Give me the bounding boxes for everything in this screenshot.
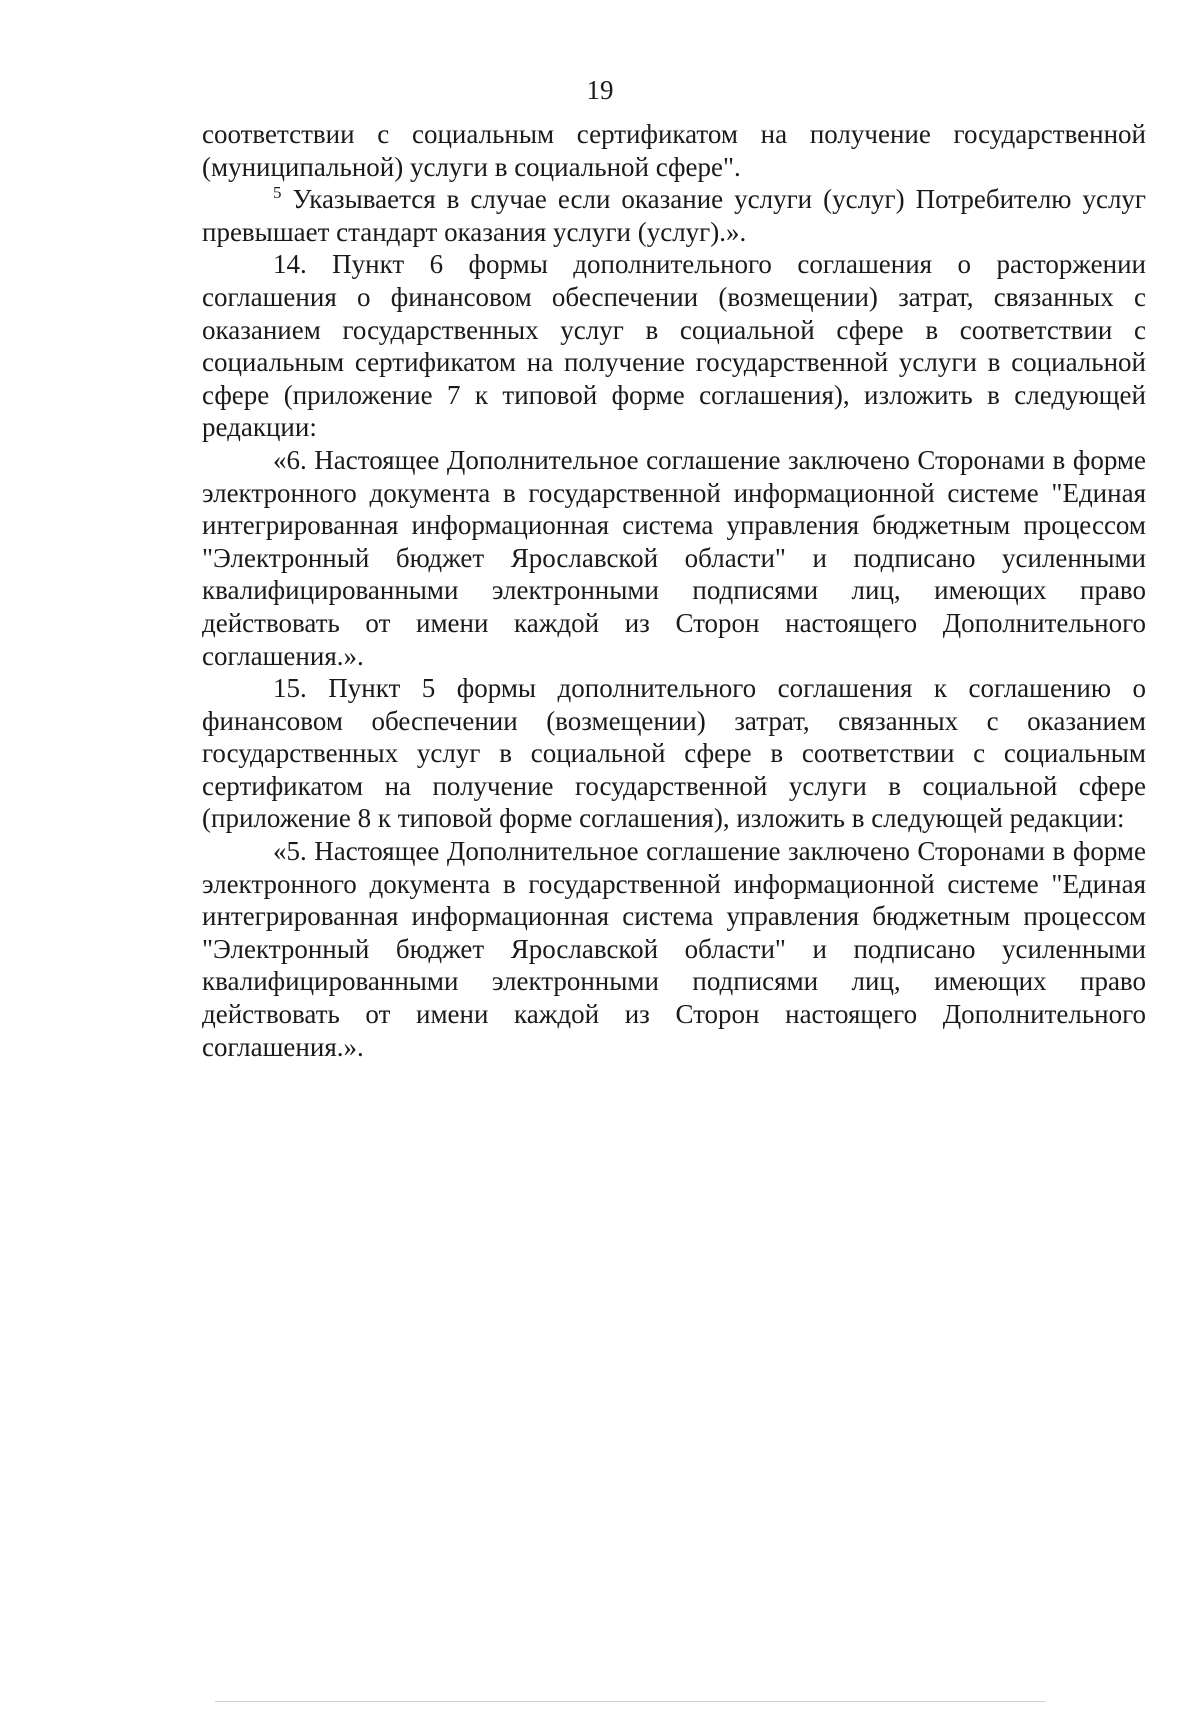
paragraph-quote-5	[202, 835, 1146, 1063]
paragraph-item-15	[202, 672, 1146, 835]
paragraph-text: «5. Настоящее Дополнительное соглашение заключено Сторонами в форме электронного документа в государственной информационной системе "Единая интегрированная информационная система управления бюджетным процессом "Электронный бюджет Ярославской области" и подписано усиленными квалифицированными электронными подписями лиц, имеющих право действовать от имени каждой из Сторон настоящего Дополнительного соглашения.».	[202, 836, 1146, 1062]
paragraph-text: соответствии с социальным сертификатом на получение государственной (муниципальной) услуги в социальной сфере".	[202, 119, 1146, 182]
paragraph-continuation	[202, 118, 1146, 183]
paragraph-text: 15. Пункт 5 формы дополнительного соглашения к соглашению о финансовом обеспечении (возмещении) затрат, связанных с оказанием государственных услуг в социальной сфере в соответствии с социальным сертификатом на получение государственной услуги в социальной сфере (приложение 8 к типовой форме соглашения), изложить в следующей редакции:	[202, 673, 1146, 834]
paragraph-quote-6	[202, 444, 1146, 672]
paragraph-text: 14. Пункт 6 формы дополнительного соглашения о расторжении соглашения о финансовом обеспечении (возмещении) затрат, связанных с оказанием государственных услуг в социальной сфере в соответствии с социальным сертификатом на получение государственной услуги в социальной сфере (приложение 7 к типовой форме соглашения), изложить в следующей редакции:	[202, 249, 1146, 443]
paragraph-text: «6. Настоящее Дополнительное соглашение заключено Сторонами в форме электронного документа в государственной информационной системе "Единая интегрированная информационная система управления бюджетным процессом "Электронный бюджет Ярославской области" и подписано усиленными квалифицированными электронными подписями лиц, имеющих право действовать от имени каждой из Сторон настоящего Дополнительного соглашения.».	[202, 444, 1146, 671]
footnote-mark: 5	[273, 183, 282, 203]
footnote-paragraph	[202, 183, 1146, 248]
page-number: 19	[586, 75, 614, 105]
footnote-text: Указывается в случае если оказание услуги (услуг) Потребителю услуг превышает стандарт оказания услуги (услуг).».	[202, 184, 1146, 247]
paragraph-item-14	[202, 248, 1146, 444]
page-bottom-rule	[215, 1701, 1045, 1702]
document-body	[202, 118, 1146, 1063]
